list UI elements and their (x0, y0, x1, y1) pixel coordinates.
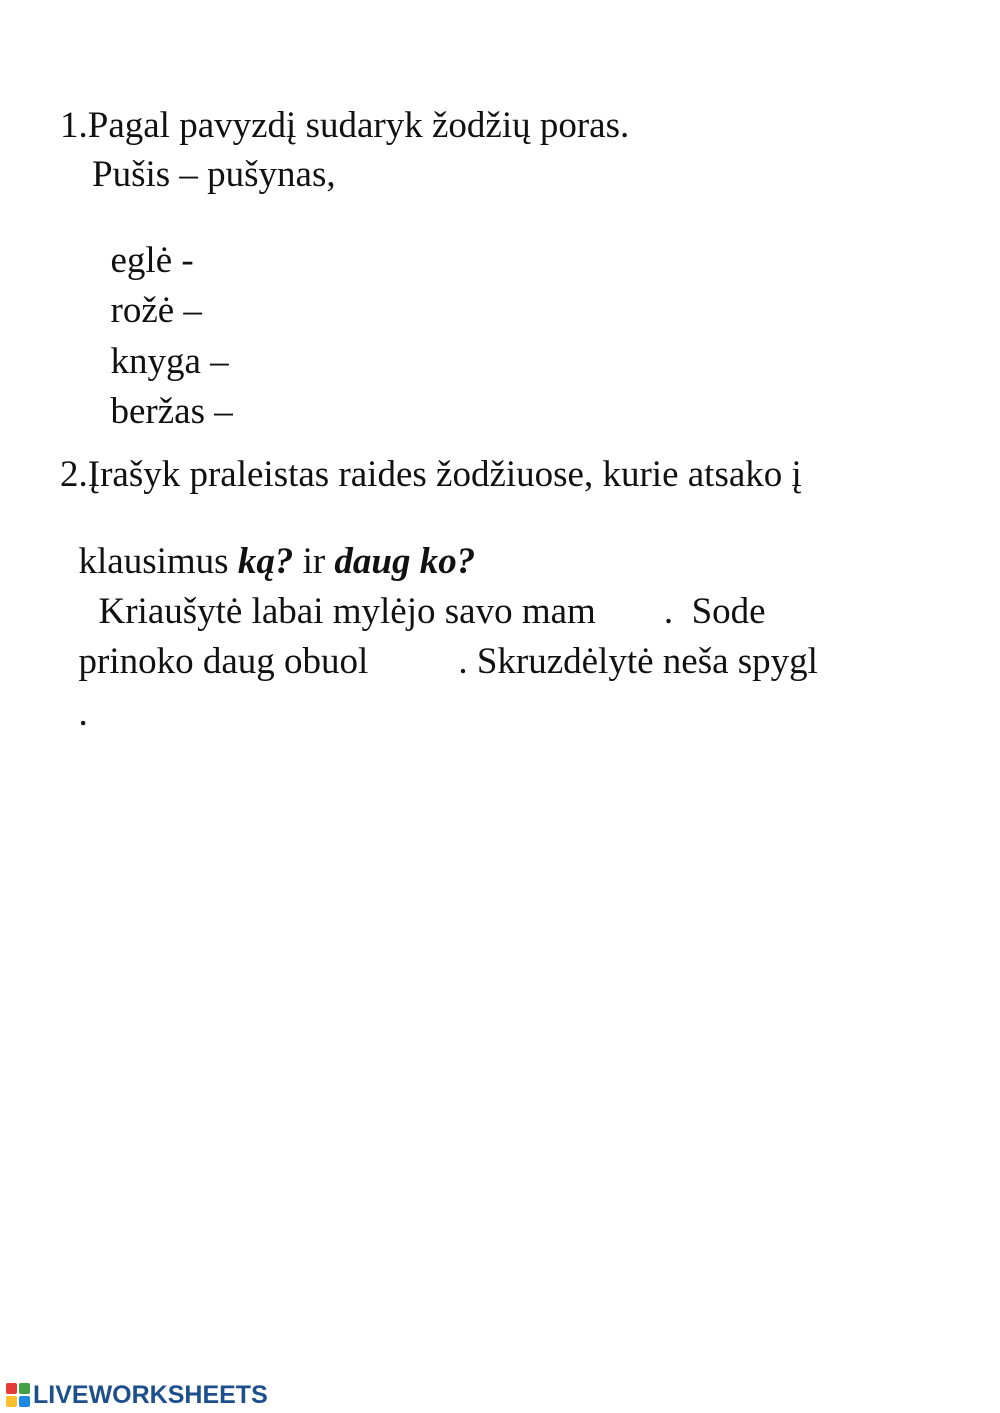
logo-text: LIVEWORKSHEETS (33, 1380, 268, 1409)
logo-icon (6, 1383, 30, 1407)
sentence-text: Kriaušytė labai mylėjo savo mam (98, 591, 596, 632)
answer-field-obuoliu[interactable] (368, 645, 458, 679)
sentence-text: . Sode (663, 591, 766, 632)
word-pair-label: rožė – (110, 290, 202, 331)
answer-field-berzas[interactable] (233, 395, 473, 429)
title-text: klausimus (78, 541, 238, 582)
exercise-1-title: 1.Pagal pavyzdį sudaryk žodžių poras. (60, 105, 630, 146)
liveworksheets-logo (6, 1382, 268, 1408)
sentence-text: . Skruzdėlytė neša spygl (458, 641, 818, 682)
final-period: . (78, 693, 88, 734)
sentence-line-2 (60, 606, 818, 680)
word-pair-label: knyga – (110, 341, 229, 382)
sentence-text: prinoko daug obuol (78, 641, 369, 682)
sentence-line-3 (60, 658, 88, 732)
word-pair-label: beržas – (110, 391, 233, 432)
exercise-1-example: Pušis – pušynas, (92, 154, 336, 195)
question-ka: ką? (237, 541, 294, 582)
question-daug-ko: daug ko? (334, 541, 476, 582)
word-pair-berzas (92, 356, 473, 430)
word-pair-label: eglė - (110, 240, 194, 281)
title-text: ir (293, 541, 335, 582)
exercise-2-title-line-1: 2.Įrašyk praleistas raides žodžiuose, kurie atsako į (60, 454, 802, 495)
